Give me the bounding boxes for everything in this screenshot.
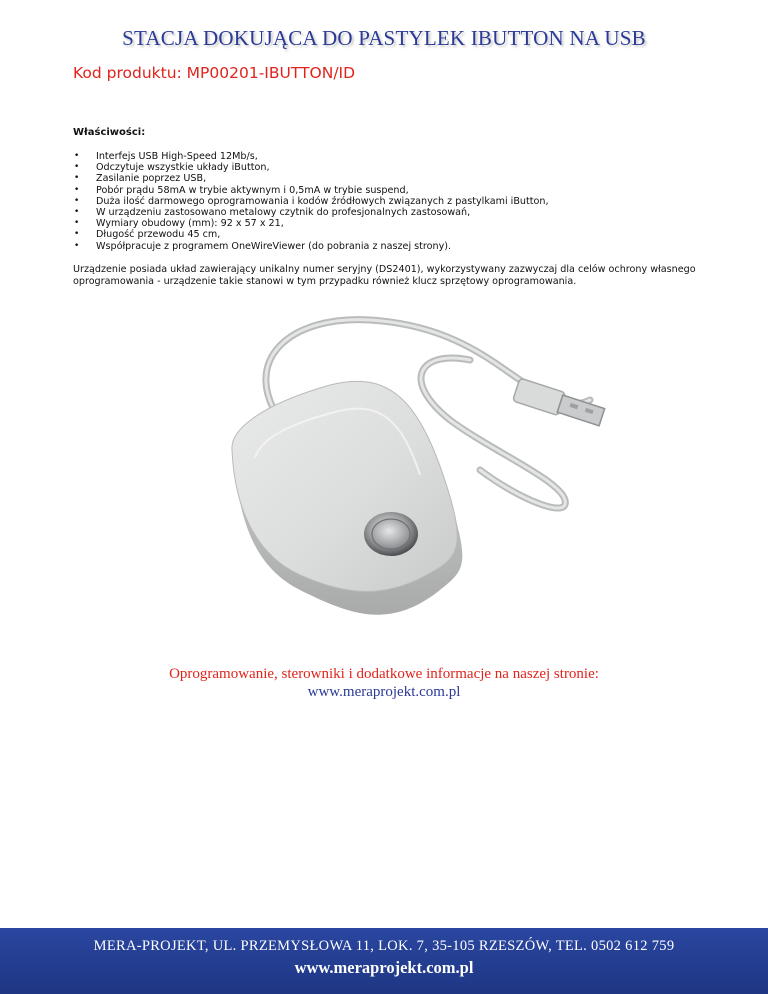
bullet-icon: • bbox=[74, 151, 80, 161]
bullet-icon: • bbox=[74, 240, 80, 251]
product-code: Kod produktu: MP00201-IBUTTON/ID bbox=[73, 64, 356, 82]
list-item bbox=[73, 241, 549, 252]
list-item bbox=[73, 218, 549, 229]
description-paragraph: Urządzenie posiada układ zawierający unikalny numer seryjny (DS2401), wykorzystywany zazwyczaj dla celów ochrony własnego oprogramowania - urządzenie takie stanowi w tym przypadku również klucz sprzętowy oprogramowania. bbox=[73, 264, 696, 287]
list-item-text: Pobór prądu 58mA w trybie aktywnym i 0,5mA w trybie suspend, bbox=[96, 184, 409, 196]
list-item bbox=[73, 173, 549, 184]
product-image bbox=[220, 300, 630, 630]
list-item-text: Zasilanie poprzez USB, bbox=[96, 173, 207, 185]
list-item-text: Długość przewodu 45 cm, bbox=[96, 229, 221, 241]
list-item bbox=[73, 196, 549, 207]
list-item-text: W urządzeniu zastosowano metalowy czytnik do profesjonalnych zastosowań, bbox=[96, 207, 471, 219]
bullet-icon: • bbox=[74, 229, 80, 240]
properties-list bbox=[73, 151, 549, 252]
list-item-text: Interfejs USB High-Speed 12Mb/s, bbox=[96, 151, 258, 162]
bullet-icon: • bbox=[74, 162, 80, 173]
list-item bbox=[73, 185, 549, 196]
bullet-icon: • bbox=[74, 184, 80, 195]
bullet-icon: • bbox=[74, 207, 80, 218]
list-item bbox=[73, 207, 549, 218]
bullet-icon: • bbox=[74, 173, 80, 184]
list-item bbox=[73, 162, 549, 173]
properties-heading: Właściwości: bbox=[73, 127, 146, 138]
list-item-text: Współpracuje z programem OneWireViewer (do pobrania z naszej strony). bbox=[96, 240, 452, 252]
footer-website-link[interactable]: www.meraprojekt.com.pl bbox=[294, 958, 474, 977]
list-item bbox=[73, 229, 549, 240]
list-item-text: Duża ilość darmowego oprogramowania i kodów źródłowych związanych z pastylkami iButton, bbox=[96, 195, 549, 207]
info-text: Oprogramowanie, sterowniki i dodatkowe informacje na naszej stronie: bbox=[169, 666, 599, 682]
bullet-icon: • bbox=[74, 195, 80, 206]
footer-address: MERA-PROJEKT, UL. PRZEMYSŁOWA 11, LOK. 7, 35-105 RZESZÓW, TEL. 0502 612 759 bbox=[93, 938, 675, 954]
list-item-text: Odczytuje wszystkie układy iButton, bbox=[96, 162, 270, 174]
footer bbox=[0, 928, 768, 994]
website-link[interactable]: www.meraprojekt.com.pl bbox=[307, 684, 461, 700]
list-item bbox=[73, 151, 549, 162]
list-item-text: Wymiary obudowy (mm): 92 x 57 x 21, bbox=[96, 218, 284, 230]
bullet-icon: • bbox=[74, 218, 80, 229]
page-title: STACJA DOKUJĄCA DO PASTYLEK IBUTTON NA USB bbox=[122, 26, 646, 50]
